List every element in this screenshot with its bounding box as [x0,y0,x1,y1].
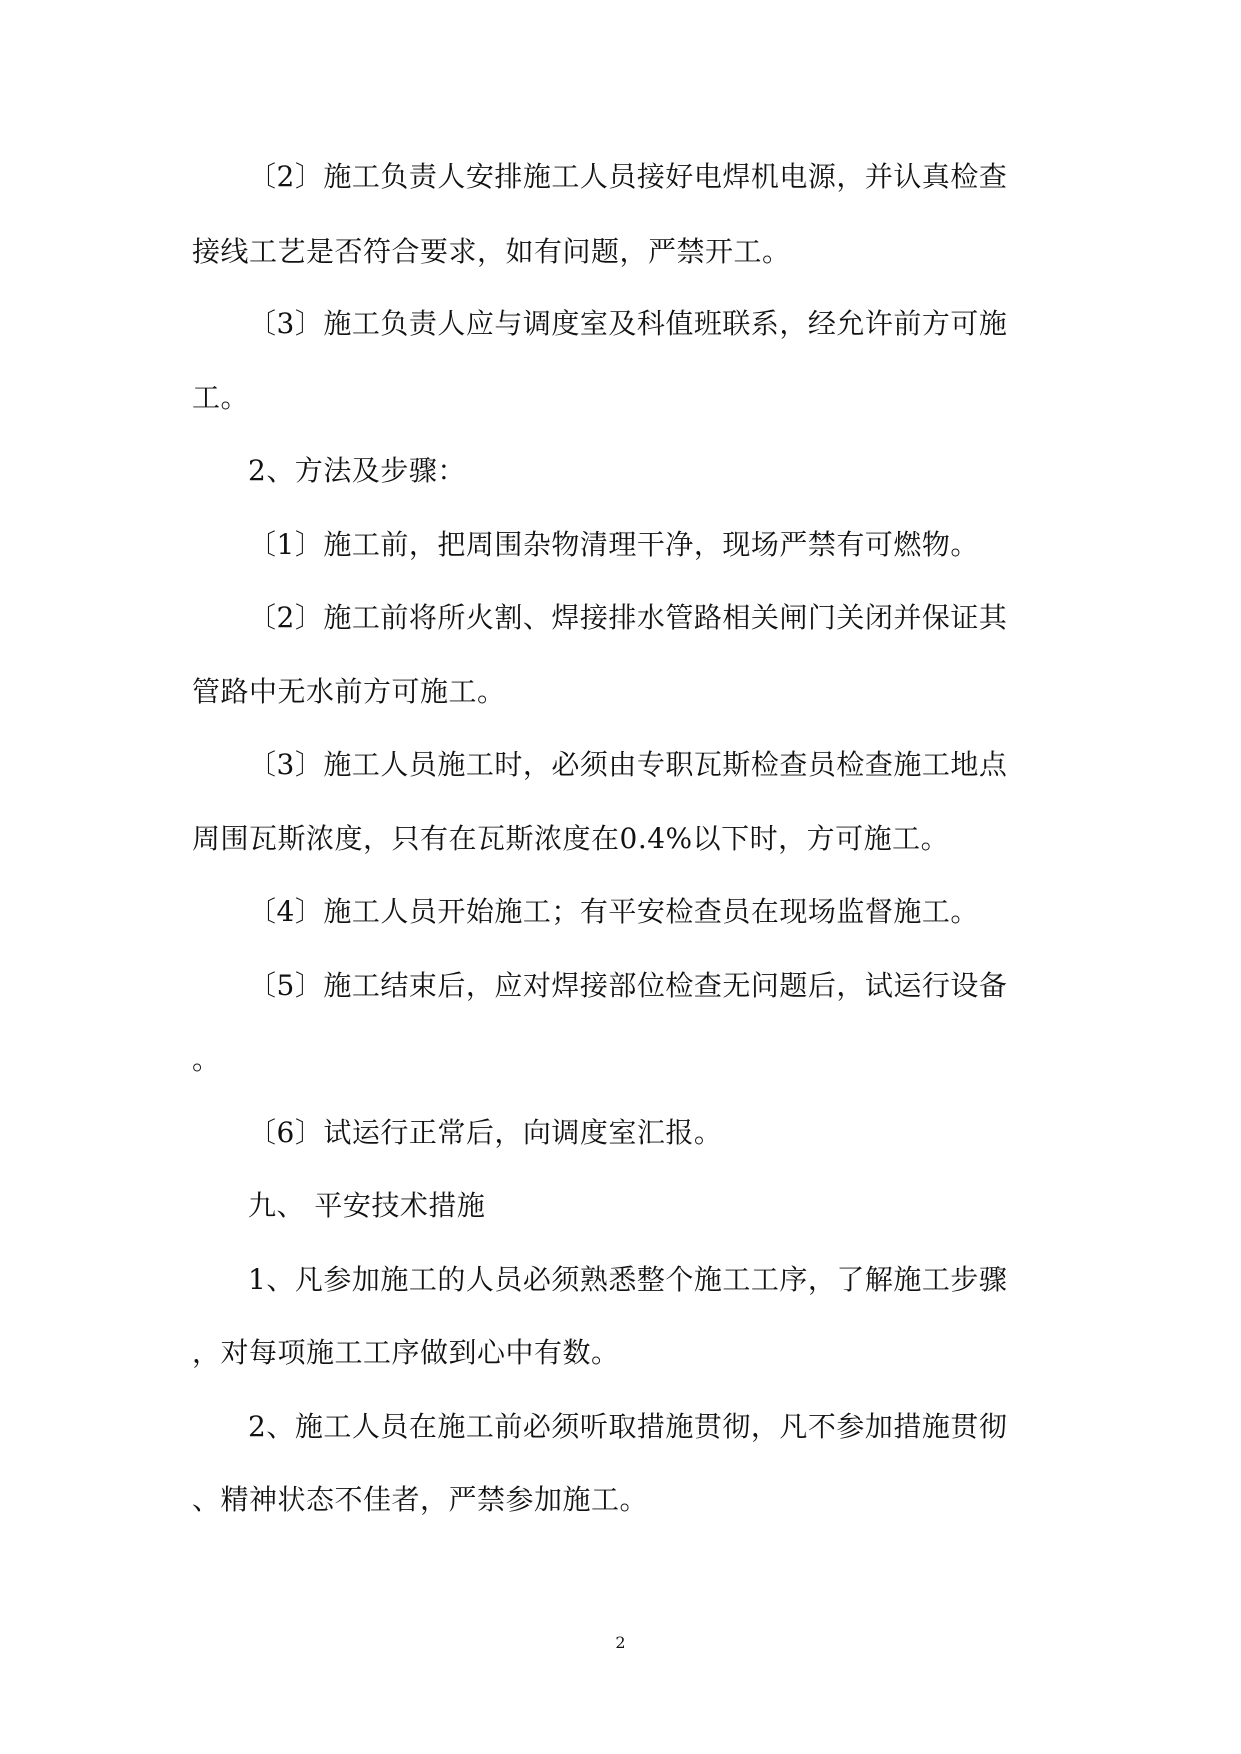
text-line-11: 〔4〕施工人员开始施工；有平安检查员在现场监督施工。 [248,895,979,928]
text-line-16: 1、凡参加施工的人员必须熟悉整个施工工序，了解施工步骤 [248,1263,1008,1296]
text-line-5: 2、方法及步骤： [248,454,466,487]
text-line-8: 管路中无水前方可施工。 [192,675,506,708]
text-line-9: 〔3〕施工人员施工时，必须由专职瓦斯检查员检查施工地点 [248,748,1008,781]
page-number: 2 [615,1633,626,1652]
text-line-13: 。 [192,1043,221,1076]
text-line-19: 、精神状态不佳者，严禁参加施工。 [192,1483,649,1516]
text-line-6: 〔1〕施工前，把周围杂物清理干净，现场严禁有可燃物。 [248,528,979,561]
text-line-2: 接线工艺是否符合要求，如有问题，严禁开工。 [192,235,791,268]
text-line-17: ，对每项施工工序做到心中有数。 [192,1336,620,1369]
text-line-4: 工。 [192,381,250,414]
text-line-14: 〔6〕试运行正常后，向调度室汇报。 [248,1116,723,1149]
text-line-3: 〔3〕施工负责人应与调度室及科值班联系，经允许前方可施 [248,307,1008,340]
text-line-7: 〔2〕施工前将所火割、焊接排水管路相关闸门关闭并保证其 [248,601,1008,634]
text-line-1: 〔2〕施工负责人安排施工人员接好电焊机电源，并认真检查 [248,160,1008,193]
section-heading: 九、 平安技术措施 [248,1189,486,1222]
text-line-10: 周围瓦斯浓度，只有在瓦斯浓度在0.4%以下时，方可施工。 [192,822,950,855]
text-line-18: 2、施工人员在施工前必须听取措施贯彻，凡不参加措施贯彻 [248,1410,1008,1443]
text-line-12: 〔5〕施工结束后，应对焊接部位检查无问题后，试运行设备 [248,969,1008,1002]
